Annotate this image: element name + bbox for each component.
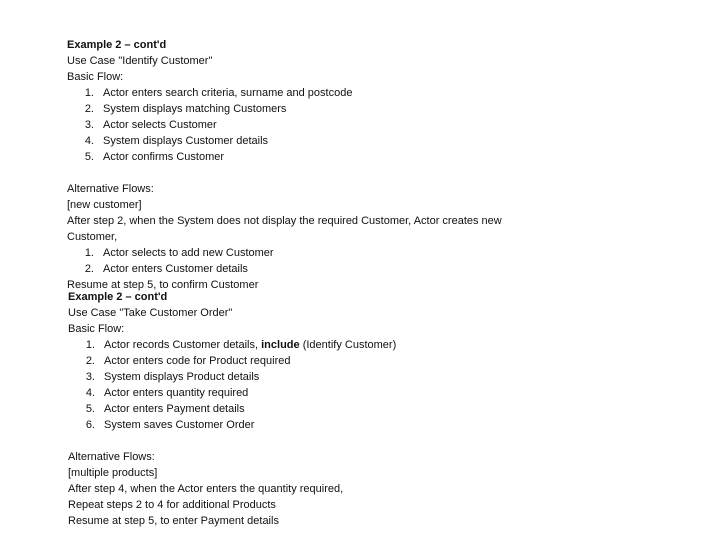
list-item [67,101,687,117]
alternative-flow-name: [new customer] [67,199,142,211]
use-case-identify-customer [67,37,687,293]
step-number: 3. [84,119,94,131]
use-case-title: Use Case "Take Customer Order" [68,307,233,319]
step-number: 2. [85,355,95,367]
alternative-flow-steps [67,245,687,277]
step-text: System displays matching Customers [103,103,287,115]
resume-note: Resume at step 5, to confirm Customer [67,279,259,291]
repeat-note: Repeat steps 2 to 4 for additional Products [68,499,276,511]
step-number: 1. [84,87,94,99]
list-item [67,245,687,261]
list-item [68,337,688,353]
step-number: 6. [85,419,95,431]
list-item [67,85,687,101]
use-case-title: Use Case "Identify Customer" [67,55,213,67]
alternative-flow-condition: After step 4, when the Actor enters the quantity required, [68,483,344,495]
spacer [68,433,688,449]
step-text: Actor selects to add new Customer [103,247,274,259]
include-keyword: include [261,339,300,351]
step-text: Actor confirms Customer [103,151,225,163]
list-item [68,369,688,385]
list-item [67,149,687,165]
list-item [68,417,688,433]
list-item [68,353,688,369]
step-number: 2. [84,103,94,115]
step-number: 4. [85,387,95,399]
step-number: 4. [84,135,94,147]
step-text: Actor selects Customer [103,119,217,131]
basic-flow-steps [68,337,688,433]
alternative-flows-label: Alternative Flows: [67,183,154,195]
step-number: 1. [85,339,95,351]
step-text: System displays Product details [104,371,260,383]
step-text-suffix: (Identify Customer) [302,339,397,351]
use-case-take-customer-order [68,289,688,529]
alternative-flows-label: Alternative Flows: [68,451,155,463]
basic-flow-label: Basic Flow: [67,71,124,83]
step-text-prefix: Actor records Customer details, [104,339,259,351]
step-text: Actor enters Payment details [104,403,245,415]
alternative-flow-name: [multiple products] [68,467,158,479]
list-item [67,117,687,133]
list-item [68,401,688,417]
section-heading: Example 2 – cont'd [67,39,167,51]
step-number: 5. [84,151,94,163]
step-text: Actor enters search criteria, surname and postcode [103,87,353,99]
alternative-flow-condition: After step 2, when the System does not display the required Customer, Actor creates new Customer, [67,215,502,243]
section-heading: Example 2 – cont'd [68,291,168,303]
resume-note: Resume at step 5, to enter Payment details [68,515,279,527]
step-text [104,337,396,353]
list-item [67,133,687,149]
basic-flow-steps [67,85,687,165]
step-number: 5. [85,403,95,415]
basic-flow-label: Basic Flow: [68,323,125,335]
step-number: 2. [84,263,94,275]
step-text: Actor enters Customer details [103,263,248,275]
list-item [68,385,688,401]
step-number: 3. [85,371,95,383]
step-number: 1. [84,247,94,259]
step-text: System displays Customer details [103,135,269,147]
spacer [67,165,687,181]
step-text: Actor enters quantity required [104,387,249,399]
step-text: System saves Customer Order [104,419,255,431]
list-item [67,261,687,277]
step-text: Actor enters code for Product required [104,355,291,367]
